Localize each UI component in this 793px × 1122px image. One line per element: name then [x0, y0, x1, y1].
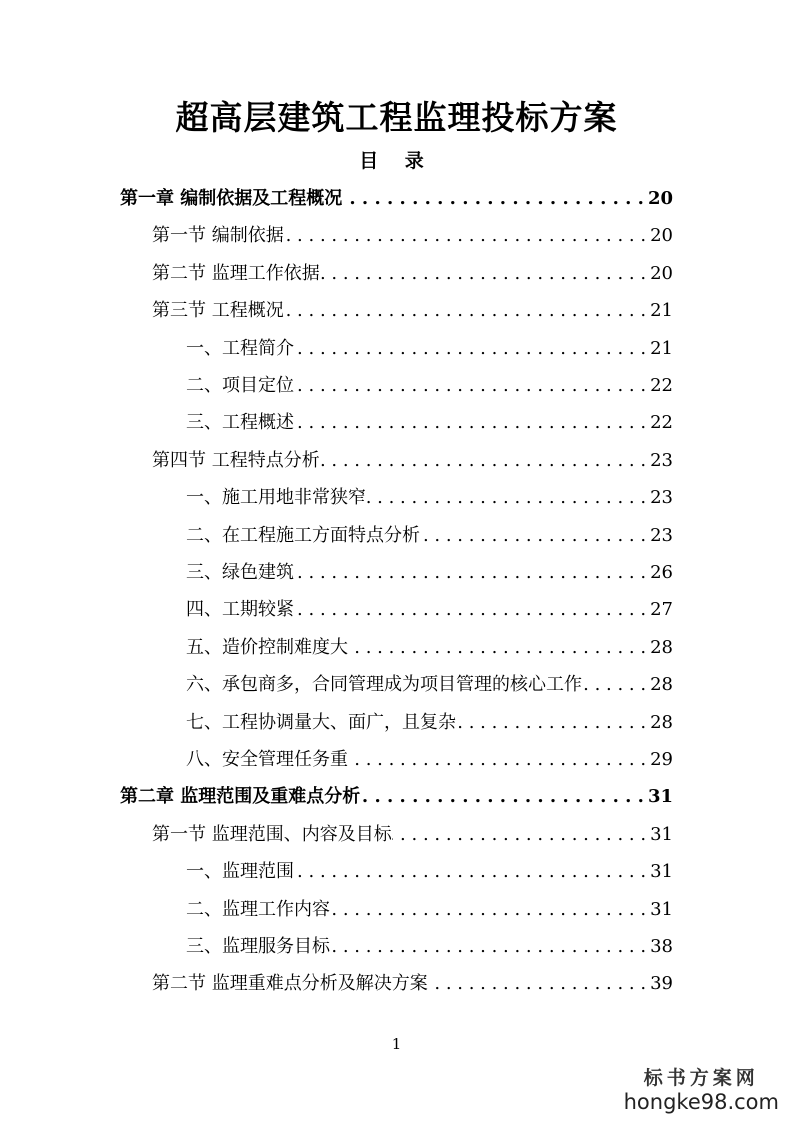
toc-entry-label: 第一章 编制依据及工程概况: [120, 188, 343, 209]
toc-entry-page: 22: [650, 412, 673, 434]
toc-entry-label: 第一节 监理范围、内容及目标: [152, 823, 392, 845]
toc-entry[interactable]: [186, 708, 673, 738]
toc-entry-page: 20: [647, 188, 673, 209]
toc-entry[interactable]: [186, 408, 673, 438]
toc-leader-dots: [330, 899, 650, 920]
toc-leader-dots: [294, 562, 650, 583]
toc-entry[interactable]: [186, 558, 673, 588]
toc-entry[interactable]: [186, 521, 673, 551]
toc-leader-dots: [284, 300, 650, 321]
toc-entry-label: 一、监理范围: [186, 861, 294, 883]
toc-leader-dots: [428, 973, 650, 994]
toc-entry[interactable]: [186, 483, 673, 513]
toc-entry[interactable]: [152, 820, 673, 850]
toc-leader-dots: [294, 375, 650, 396]
toc-entry[interactable]: [152, 446, 673, 476]
toc-heading: 目 录: [359, 150, 434, 172]
toc-leader-dots: [582, 674, 650, 695]
toc-entry-label: 第二章 监理范围及重难点分析: [120, 786, 361, 808]
toc-entry-page: 22: [650, 375, 673, 396]
toc-leader-dots: [420, 525, 650, 546]
toc-entry-label: 七、工程协调量大、面广，且复杂: [186, 711, 456, 733]
toc-entry-label: 二、在工程施工方面特点分析: [186, 524, 420, 546]
toc-entry-label: 一、施工用地非常狭窄: [186, 487, 366, 509]
toc-leader-dots: [320, 263, 650, 284]
toc-entry[interactable]: [152, 259, 673, 289]
toc-entry-label: 第二节 监理工作依据: [152, 262, 320, 284]
toc-leader-dots: [342, 188, 648, 209]
toc-entry-page: 23: [650, 449, 673, 471]
toc-entry-page: 21: [650, 300, 673, 322]
toc-entry-page: 29: [650, 749, 673, 770]
toc-entry-page: 28: [650, 674, 673, 696]
toc-entry-page: 28: [650, 636, 673, 658]
toc-entry-page: 31: [650, 861, 673, 883]
toc-entry-page: 20: [650, 262, 673, 284]
page-number: 1: [391, 1035, 402, 1053]
toc-entry[interactable]: [186, 595, 673, 625]
toc-entry[interactable]: [186, 932, 673, 962]
toc-entry[interactable]: [186, 745, 673, 775]
toc-entry-label: 三、绿色建筑: [186, 562, 294, 583]
toc-entry-page: 21: [650, 337, 673, 359]
toc-entry-label: 六、承包商多，合同管理成为项目管理的核心工作: [186, 674, 582, 696]
toc-leader-dots: [320, 450, 650, 471]
toc-entry[interactable]: [186, 670, 673, 700]
toc-entry-page: 23: [650, 487, 673, 509]
toc-leader-dots: [294, 861, 650, 882]
toc-entry-label: 三、工程概述: [186, 412, 294, 434]
watermark-name: 标书方案网: [643, 1067, 759, 1089]
toc-entry[interactable]: [186, 633, 673, 663]
toc-entry-label: 第三节 工程概况: [152, 300, 284, 322]
toc-entry-label: 二、监理工作内容: [186, 898, 330, 920]
toc-entry-page: 31: [650, 898, 673, 920]
toc-entry[interactable]: [186, 895, 673, 925]
toc-entry[interactable]: [186, 334, 673, 364]
toc-entry-label: 一、工程简介: [186, 337, 294, 359]
toc-entry-label: 八、安全管理任务重: [186, 749, 348, 770]
watermark-logo: [624, 1063, 779, 1114]
toc-entry-page: 20: [650, 225, 673, 247]
toc-entry-page: 31: [647, 786, 673, 808]
toc-leader-dots: [348, 637, 650, 658]
toc-entry[interactable]: [152, 296, 673, 326]
toc-entry[interactable]: [152, 969, 673, 999]
toc-entry-label: 第一节 编制依据: [152, 225, 284, 247]
toc-leader-dots: [330, 936, 650, 957]
toc-entry-label: 三、监理服务目标: [186, 936, 330, 957]
toc-entry-label: 第四节 工程特点分析: [152, 449, 320, 471]
toc-leader-dots: [392, 824, 650, 845]
watermark-url: hongke98.com: [623, 1090, 779, 1114]
toc-leader-dots: [294, 338, 650, 359]
toc-leader-dots: [456, 712, 650, 733]
toc-entry[interactable]: [120, 782, 673, 812]
toc-leader-dots: [366, 487, 650, 508]
toc-entry-page: 39: [650, 973, 673, 995]
toc-entry[interactable]: [186, 371, 673, 401]
toc-leader-dots: [294, 599, 650, 620]
toc-entry-label: 二、项目定位: [186, 375, 294, 396]
toc-entry[interactable]: [152, 221, 673, 251]
toc-entry-page: 23: [650, 524, 673, 546]
toc-leader-dots: [348, 749, 650, 770]
toc-entry[interactable]: [120, 184, 673, 214]
toc-entry-page: 26: [650, 562, 673, 583]
toc-entry-label: 第二节 监理重难点分析及解决方案: [152, 973, 428, 995]
toc-leader-dots: [294, 412, 650, 433]
toc-entry-page: 31: [650, 823, 673, 845]
document-title: 超高层建筑工程监理投标方案: [175, 98, 618, 137]
toc-leader-dots: [284, 225, 650, 246]
toc-entry-page: 38: [650, 936, 673, 957]
toc-entry-page: 27: [650, 599, 673, 621]
toc-entry-page: 28: [650, 711, 673, 733]
toc-entry-label: 五、造价控制难度大: [186, 636, 348, 658]
toc-leader-dots: [360, 786, 648, 807]
toc-entry[interactable]: [186, 857, 673, 887]
toc-entry-label: 四、工期较紧: [186, 599, 294, 621]
